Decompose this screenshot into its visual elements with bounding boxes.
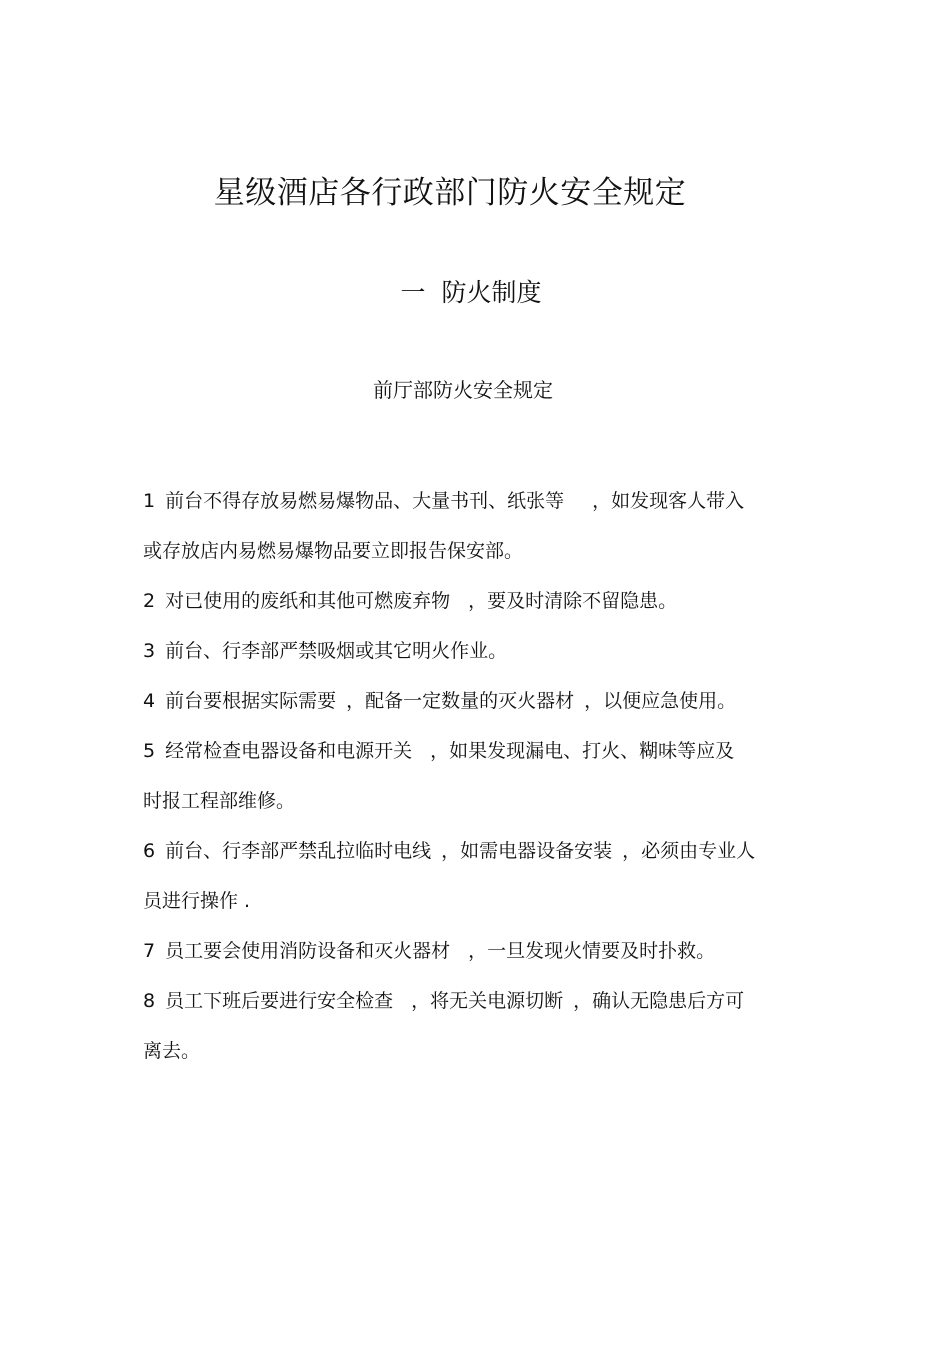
rule-text: 或存放店内易燃易爆物品要立即报告保安部。 [143,540,524,562]
document-title: 星级酒店各行政部门防火安全规定 [213,175,687,211]
rule-text: 经常检查电器设备和电源开关 [165,740,413,762]
rule-text: 对已使用的废纸和其他可燃废弃物 [165,590,451,612]
rule-text: 员进行操作 . [143,890,251,912]
rule-text: ，以便应急使用。 [584,690,737,712]
rule-number: 1 [143,490,156,512]
rule-line [143,976,823,1026]
rule-item [143,626,823,676]
section-title: 防火制度 [441,278,542,307]
rule-line [143,626,823,676]
rule-text: 员工要会使用消防设备和灭火器材 [165,940,451,962]
rule-number: 6 [143,840,156,862]
rule-item [143,476,823,576]
rule-text: 前台要根据实际需要 [165,690,337,712]
rule-item [143,676,823,726]
rule-line [143,526,823,576]
rule-number: 5 [143,740,156,762]
rule-text: ，配备一定数量的灭火器材 [346,690,575,712]
rule-line [143,476,823,526]
rule-number: 3 [143,640,156,662]
rule-number: 8 [143,990,156,1012]
section-heading [0,274,942,312]
rule-text: ，一旦发现火情要及时扑救。 [468,940,716,962]
rule-item [143,576,823,626]
rule-item [143,826,823,926]
section-number: 一 [400,278,426,307]
subsection-title: 前厅部防火安全规定 [373,378,553,402]
rule-number: 2 [143,590,156,612]
rule-text: ，将无关电源切断 [411,990,564,1012]
rule-text: ，要及时清除不留隐患。 [468,590,678,612]
rule-text: 前台、行李部严禁吸烟或其它明火作业。 [165,640,508,662]
rule-text: 前台、行李部严禁乱拉临时电线 [165,840,432,862]
rule-number: 7 [143,940,156,962]
rule-text: 时报工程部维修。 [143,790,296,812]
rule-text: 离去。 [143,1040,201,1062]
rule-line [143,1026,823,1076]
rule-line [143,676,823,726]
rule-line [143,826,823,876]
rule-line [143,926,823,976]
rule-line [143,876,823,926]
rule-line [143,776,823,826]
rule-item [143,976,823,1076]
rule-item [143,926,823,976]
rule-number: 4 [143,690,156,712]
rule-text: 员工下班后要进行安全检查 [165,990,394,1012]
rule-text: ，如需电器设备安装 [441,840,613,862]
rule-text: ，必须由专业人 [622,840,756,862]
rule-line [143,726,823,776]
rule-text: 前台不得存放易燃易爆物品、大量书刊、纸张等 [165,490,565,512]
rule-line [143,576,823,626]
rule-text: ，确认无隐患后方可 [573,990,745,1012]
rule-item [143,726,823,826]
rule-list [143,476,823,1076]
rule-text: ，如果发现漏电、打火、糊味等应及 [430,740,735,762]
rule-text: ，如发现客人带入 [592,490,745,512]
